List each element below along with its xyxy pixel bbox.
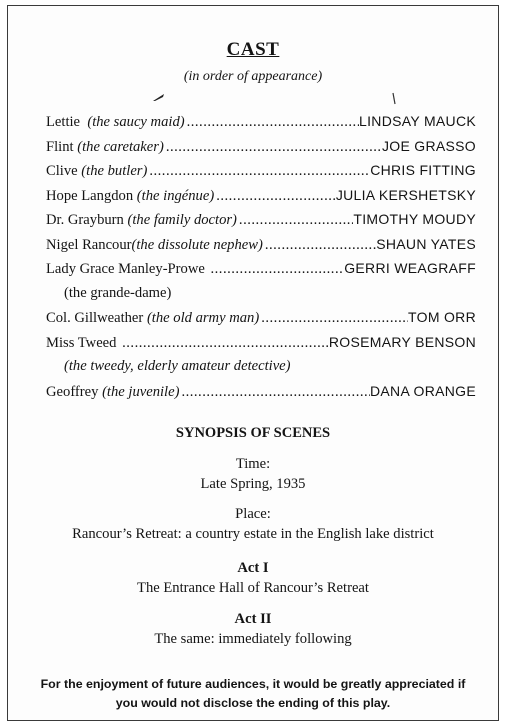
character-description: (the caretaker)	[77, 138, 164, 155]
cast-list	[46, 113, 476, 407]
character-description: (the grande-dame)	[64, 284, 172, 301]
cast-title: CAST	[226, 39, 280, 60]
cast-entry-continuation	[46, 285, 476, 310]
pen-tick-icon	[391, 92, 401, 106]
actor-name: JULIA KERSHETSKY	[335, 186, 476, 203]
cast-entry	[46, 334, 476, 359]
cast-entry-continuation	[46, 358, 476, 383]
pen-mark-icon	[151, 92, 167, 102]
actor-name: ROSEMARY BENSON	[328, 333, 476, 350]
actor-name: JOE GRASSO	[381, 137, 476, 154]
character-description: (the dissolute nephew)	[131, 236, 263, 253]
footer-line: you would not disclose the ending of this play.	[115, 696, 391, 710]
character-description: (the old army man)	[146, 310, 260, 326]
actor-name: DANA ORANGE	[370, 382, 476, 399]
dot-leader	[237, 212, 353, 229]
cast-entry	[46, 138, 476, 163]
character-description: (the ingénue)	[136, 187, 215, 204]
actor-name: GERRI WEAGRAFF	[344, 260, 476, 276]
footer-line: For the enjoyment of future audiences, it would be greatly appreciated if	[40, 677, 466, 691]
character-name: Dr. Grayburn	[46, 212, 124, 228]
dot-leader	[259, 310, 408, 327]
time-label: Time:	[235, 456, 271, 472]
act-title: Act II	[234, 611, 272, 627]
cast-entry	[46, 236, 476, 261]
cast-entry	[46, 113, 476, 138]
dot-leader	[185, 114, 359, 131]
character-name: Col. Gillweather	[46, 310, 144, 326]
character-name: Lady Grace Manley-Prowe	[46, 261, 205, 277]
act-setting: The same: immediately following	[154, 631, 352, 647]
character-name: Flint	[46, 138, 74, 155]
character-name: Nigel Rancour	[46, 236, 132, 253]
cast-entry	[46, 162, 476, 187]
character-name: Clive	[46, 163, 78, 179]
character-description: (the saucy maid)	[87, 114, 185, 130]
character-name: Lettie	[46, 114, 81, 130]
character-description: (the butler)	[81, 163, 148, 179]
act-title: Act I	[237, 560, 269, 576]
cast-entry	[46, 309, 476, 334]
character-name: Miss Tweed	[46, 334, 117, 351]
program-page	[7, 5, 499, 721]
time-value: Late Spring, 1935	[200, 476, 306, 492]
dot-leader	[214, 188, 336, 205]
dot-leader	[263, 237, 376, 254]
character-description: (the tweedy, elderly amateur detective)	[64, 358, 291, 374]
actor-name: TOM ORR	[408, 309, 476, 325]
actor-name: SHAUN YATES	[376, 235, 476, 252]
place-label: Place:	[235, 506, 271, 522]
cast-entry	[46, 211, 476, 236]
synopsis-heading: SYNOPSIS OF SCENES	[175, 425, 331, 441]
dot-leader	[120, 335, 329, 352]
place-value: Rancour’s Retreat: a country estate in the English lake district	[72, 526, 434, 542]
dot-leader	[179, 384, 370, 401]
dot-leader	[209, 261, 345, 278]
cast-entry	[46, 383, 476, 408]
dot-leader	[164, 139, 382, 156]
character-description: (the juvenile)	[102, 383, 180, 400]
cast-entry	[46, 187, 476, 212]
dot-leader	[147, 163, 370, 180]
actor-name: TIMOTHY MOUDY	[353, 211, 476, 227]
cast-entry	[46, 260, 476, 285]
character-name: Hope Langdon	[46, 187, 134, 204]
character-name: Geoffrey	[46, 383, 99, 400]
cast-subtitle: (in order of appearance)	[183, 69, 323, 84]
actor-name: LINDSAY MAUCK	[359, 113, 476, 129]
character-description: (the family doctor)	[127, 212, 237, 228]
act-setting: The Entrance Hall of Rancour’s Retreat	[137, 580, 369, 596]
footer-notice	[8, 675, 498, 713]
actor-name: CHRIS FITTING	[370, 162, 476, 178]
